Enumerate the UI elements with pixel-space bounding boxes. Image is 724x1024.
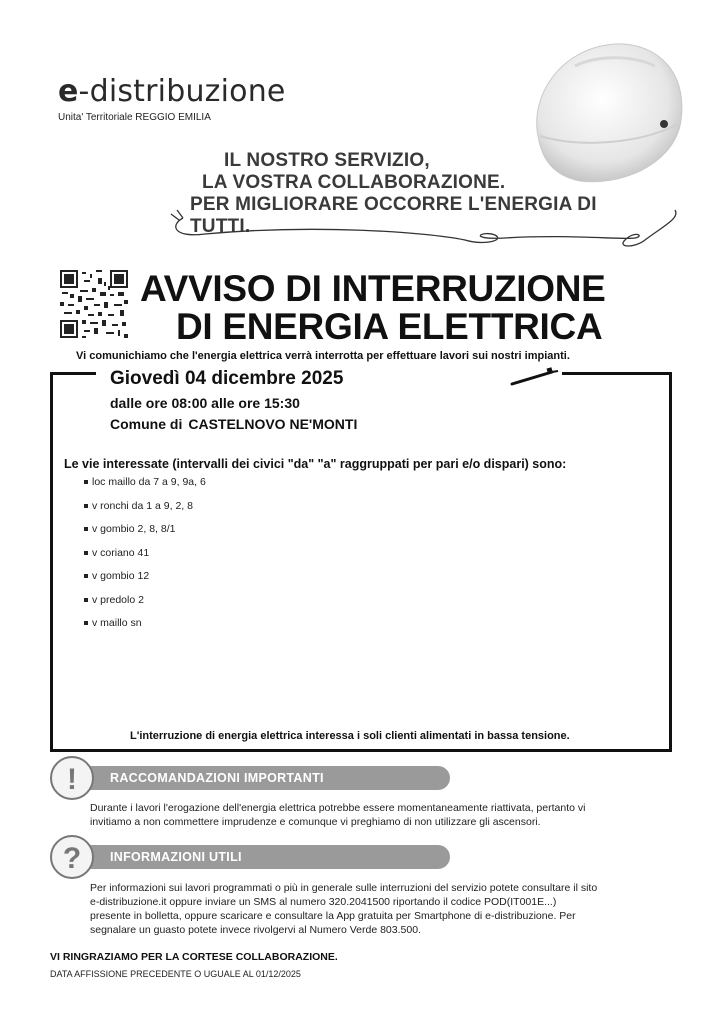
tagline-line-3: PER MIGLIORARE OCCORRE L'ENERGIA DI TUTTI. (190, 194, 597, 237)
recommendations-text (90, 801, 585, 829)
info-line-3: presente in bolletta, oppure scaricare e consultare la App gratuita per Smartphone di e-distribuzione. Per (90, 910, 576, 922)
list-item: v gombio 2, 8, 8/1 (84, 523, 206, 547)
street-list (84, 476, 206, 641)
list-item: v predolo 2 (84, 594, 206, 618)
info-line-4: segnalare un guasto potete invece rivolgervi al Numero Verde 803.500. (90, 924, 421, 936)
brand-prefix: e (58, 74, 79, 109)
brand-logo (58, 74, 286, 109)
territorial-unit: Unita' Territoriale REGGIO EMILIA (58, 112, 211, 123)
interruption-date: Giovedì 04 dicembre 2025 (110, 368, 344, 389)
recommendations-line-2: invitiamo a non commettere imprudenze e comunque vi preghiamo di non utilizzare gli ascensori. (90, 816, 541, 828)
recommendations-line-1: Durante i lavori l'erogazione dell'energia elettrica potrebbe essere momentaneamente riattivata, pertanto vi (90, 802, 586, 814)
municipality (110, 416, 357, 432)
list-item: v gombio 12 (84, 570, 206, 594)
thanks-text: VI RINGRAZIAMO PER LA CORTESE COLLABORAZIONE. (50, 951, 338, 963)
warning-icon: ! (50, 756, 94, 800)
posting-date: DATA AFFISSIONE PRECEDENTE O UGUALE AL 01/12/2025 (50, 969, 301, 979)
info-text (90, 881, 597, 937)
info-line-1: Per informazioni sui lavori programmati o più in generale sulle interruzioni del servizio potete consultare il sito (90, 882, 598, 894)
streets-header: Le vie interessate (intervalli dei civici "da" "a" raggruppati per pari e/o dispari) sono: (64, 457, 567, 471)
list-item: loc maillo da 7 a 9, 9a, 6 (84, 476, 206, 500)
list-item: v coriano 41 (84, 547, 206, 571)
box-top-border-right (562, 372, 672, 375)
notice-title (140, 270, 700, 346)
info-header: INFORMAZIONI UTILI (86, 845, 450, 869)
qr-code-icon (60, 270, 128, 338)
title-line-2: DI ENERGIA ELETTRICA (176, 306, 603, 347)
municipality-value: CASTELNOVO NE'MONTI (188, 416, 358, 432)
recommendations-header: RACCOMANDAZIONI IMPORTANTI (86, 766, 450, 790)
interruption-hours: dalle ore 08:00 alle ore 15:30 (110, 395, 300, 411)
municipality-label: Comune di (110, 416, 183, 432)
intro-text: Vi comunichiamo che l'energia elettrica verrà interrotta per effettuare lavori sui nostri impianti. (76, 350, 570, 362)
title-line-1: AVVISO DI INTERRUZIONE (140, 268, 606, 309)
pen-icon (508, 366, 568, 390)
list-item: v ronchi da 1 a 9, 2, 8 (84, 500, 206, 524)
info-line-2: e-distribuzione.it oppure inviare un SMS al numero 320.2041500 riportando il codice POD(IT001E...) (90, 896, 557, 908)
box-top-border-left (50, 372, 96, 375)
brand-name: -distribuzione (78, 74, 286, 109)
list-item: v maillo sn (84, 617, 206, 641)
low-voltage-note: L'interruzione di energia elettrica interessa i soli clienti alimentati in bassa tensione. (130, 730, 570, 742)
question-icon: ? (50, 835, 94, 879)
power-cord-decoration (165, 200, 685, 250)
tagline-line-1: IL NOSTRO SERVIZIO, (224, 150, 430, 171)
tagline-line-2: LA VOSTRA COLLABORAZIONE. (202, 172, 506, 193)
